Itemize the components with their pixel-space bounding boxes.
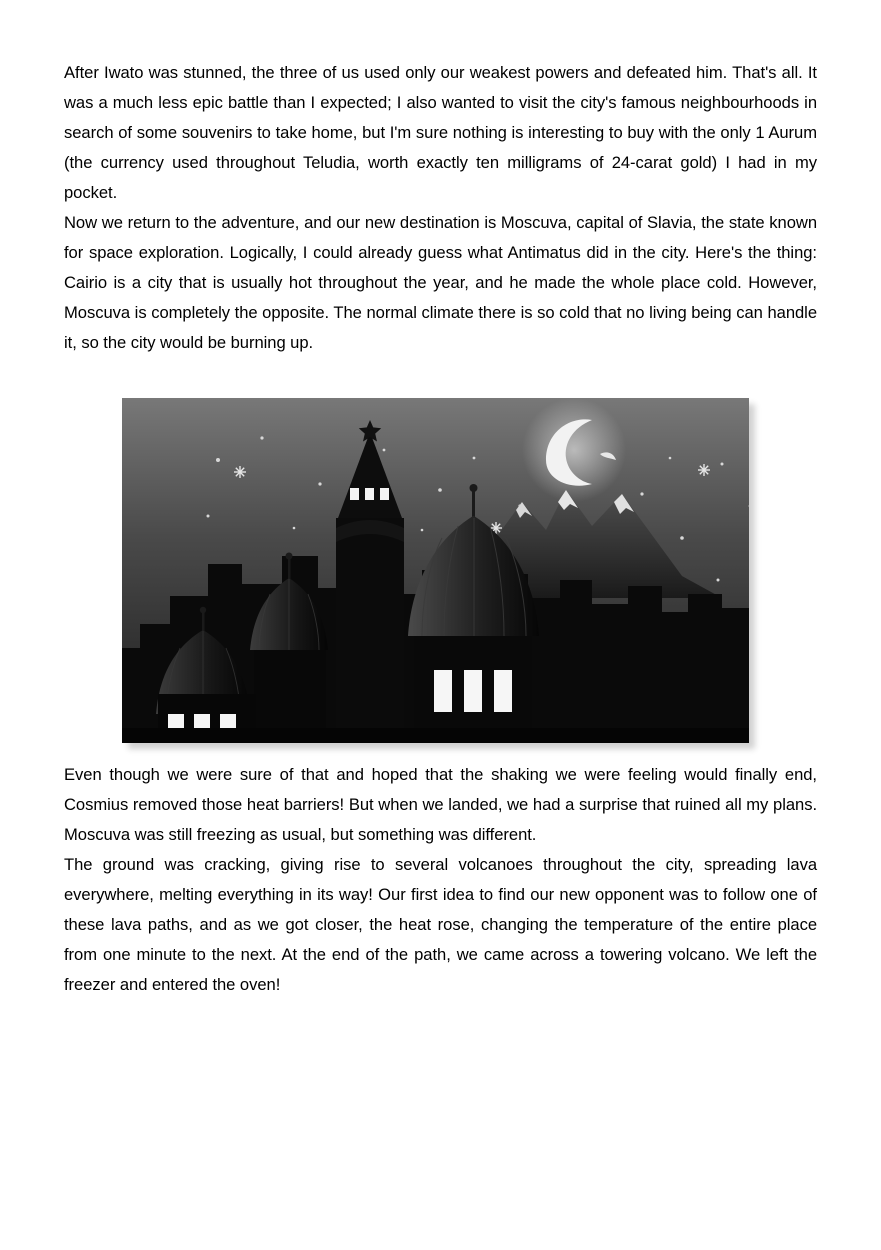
paragraph-2: Now we return to the adventure, and our new destination is Moscuva, capital of Slavia, the state known for space exploration. Logically, I could already guess what Antimatus did in the city. Here's the thing: Cairio is a city that is usually hot throughout the year, and he made the whole place cold. However, Moscuva is completely the opposite. The normal climate there is so cold that no living being can handle it, so the city would be burning up.	[64, 213, 817, 352]
document-content	[64, 58, 817, 1000]
paragraph-1: After Iwato was stunned, the three of us used only our weakest powers and defeated him. That's all. It was a much less epic battle than I expected; I also wanted to visit the city's famous neighbourhoods in search of some souvenirs to take home, but I'm sure nothing is interesting to buy with the only 1 Aurum (the currency used throughout Teludia, worth exactly ten milligrams of 24-carat gold) I had in my pocket.	[64, 63, 817, 202]
moscuva-night-skyline-illustration	[122, 398, 749, 743]
dome-building-windows	[434, 670, 512, 712]
figure-spacer	[64, 742, 817, 760]
figure-container	[64, 392, 817, 742]
paragraph-3: Even though we were sure of that and hoped that the shaking we were feeling would finally end, Cosmius removed those heat barriers! But when we landed, we had a surprise that ruined all my plans. Moscuva was still freezing as usual, but something was different.	[64, 765, 817, 844]
foreground-ground	[122, 728, 749, 743]
paragraph-4: The ground was cracking, giving rise to several volcanoes throughout the city, spreading lava everywhere, melting everything in its way! Our first idea to find our new opponent was to follow one of these lava paths, and as we got closer, the heat rose, changing the temperature of the entire place from one minute to the next. At the end of the path, we came across a towering volcano. We left the freezer and entered the oven!	[64, 855, 817, 994]
tower-windows	[350, 488, 389, 500]
moon-glow	[522, 398, 626, 502]
